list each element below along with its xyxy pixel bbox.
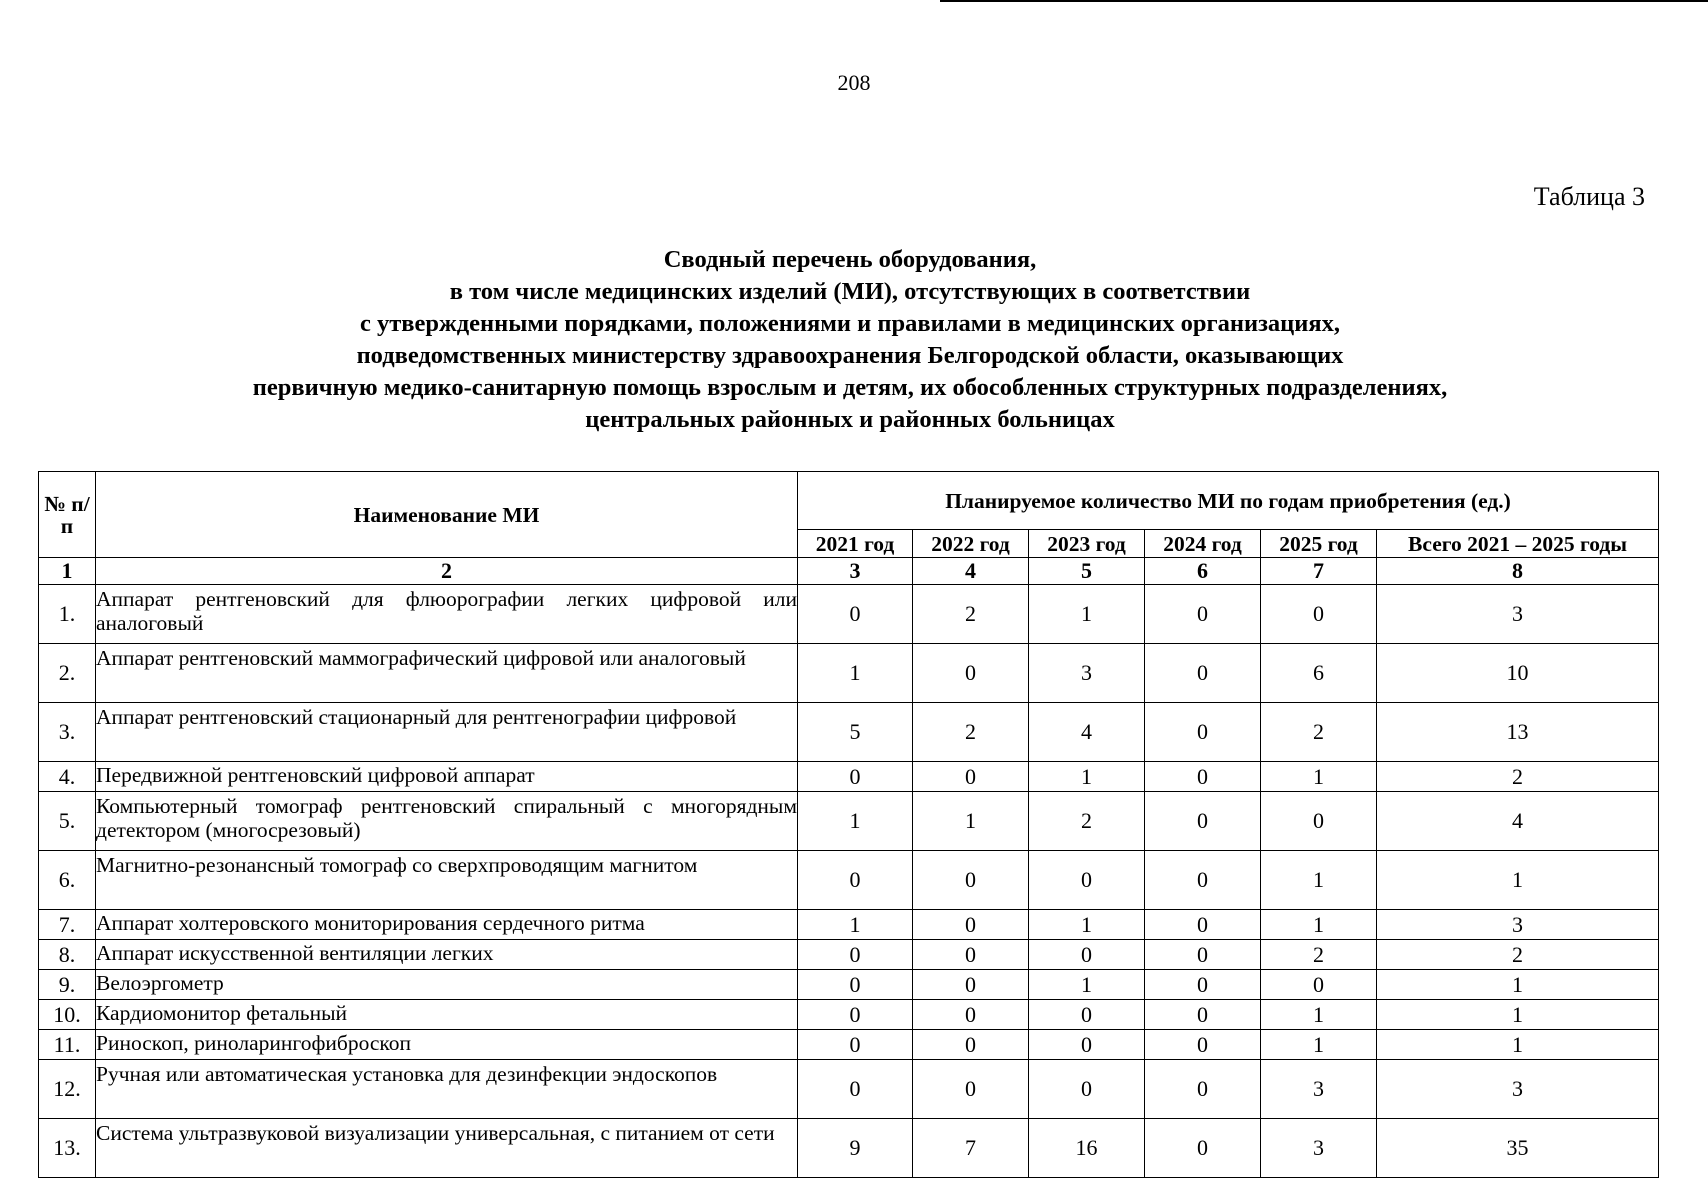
- qty-2022: 0: [913, 940, 1029, 970]
- table-row: [39, 644, 1659, 703]
- table-row: [39, 792, 1659, 851]
- qty-2023: 3: [1029, 644, 1145, 703]
- qty-2023: 0: [1029, 1000, 1145, 1030]
- qty-2025: 0: [1261, 970, 1377, 1000]
- title-line: в том числе медицинских изделий (МИ), отсутствующих в соответствии: [449, 278, 1251, 305]
- device-name: Компьютерный томограф рентгеновский спиральный с многорядным детектором (многосрезовый): [96, 792, 798, 851]
- qty-2025: 1: [1261, 1000, 1377, 1030]
- page-number: 208: [837, 70, 871, 95]
- row-number: 5.: [39, 792, 96, 851]
- qty-total: 3: [1377, 1060, 1659, 1119]
- table-row: [39, 851, 1659, 910]
- column-header-year: 2023 год: [1029, 530, 1145, 558]
- column-header-year: 2025 год: [1261, 530, 1377, 558]
- column-header-year: 2021 год: [798, 530, 913, 558]
- row-number: 9.: [39, 970, 96, 1000]
- device-name: Аппарат искусственной вентиляции легких: [96, 940, 798, 970]
- column-header-total: Всего 2021 – 2025 годы: [1377, 530, 1659, 558]
- column-header-year: 2022 год: [913, 530, 1029, 558]
- qty-total: 3: [1377, 910, 1659, 940]
- qty-2024: 0: [1145, 792, 1261, 851]
- qty-2022: 0: [913, 1060, 1029, 1119]
- qty-2021: 5: [798, 703, 913, 762]
- column-index: 1: [39, 558, 96, 585]
- qty-2024: 0: [1145, 703, 1261, 762]
- qty-2021: 0: [798, 1060, 913, 1119]
- device-name: Ручная или автоматическая установка для дезинфекции эндоскопов: [96, 1060, 798, 1119]
- qty-2024: 0: [1145, 1030, 1261, 1060]
- title-line: с утвержденными порядками, положениями и правилами в медицинских организациях,: [359, 310, 1341, 337]
- column-group-header: Планируемое количество МИ по годам приобретения (ед.): [798, 472, 1659, 530]
- column-index: 6: [1145, 558, 1261, 585]
- qty-2021: 9: [798, 1119, 913, 1178]
- equipment-table: [38, 471, 1659, 1178]
- column-index: 3: [798, 558, 913, 585]
- device-name: Аппарат рентгеновский маммографический цифровой или аналоговый: [96, 644, 798, 703]
- column-index: 7: [1261, 558, 1377, 585]
- device-name: Аппарат рентгеновский стационарный для рентгенографии цифровой: [96, 703, 798, 762]
- qty-total: 1: [1377, 1000, 1659, 1030]
- table-row: [39, 1030, 1659, 1060]
- table-label: Таблица 3: [1533, 182, 1645, 211]
- qty-2022: 0: [913, 910, 1029, 940]
- column-index: 5: [1029, 558, 1145, 585]
- table-row: [39, 910, 1659, 940]
- qty-2024: 0: [1145, 585, 1261, 644]
- title-line: Сводный перечень оборудования,: [663, 246, 1037, 273]
- row-number: 3.: [39, 703, 96, 762]
- row-number: 2.: [39, 644, 96, 703]
- table-row: [39, 762, 1659, 792]
- qty-2025: 3: [1261, 1060, 1377, 1119]
- device-name: Передвижной рентгеновский цифровой аппарат: [96, 762, 798, 792]
- qty-2025: 2: [1261, 940, 1377, 970]
- title-line: первичную медико-санитарную помощь взрослым и детям, их обособленных структурных подразделениях,: [252, 374, 1448, 401]
- qty-2023: 0: [1029, 1060, 1145, 1119]
- table-row: [39, 1060, 1659, 1119]
- qty-2021: 0: [798, 1000, 913, 1030]
- qty-2021: 0: [798, 585, 913, 644]
- qty-total: 1: [1377, 1030, 1659, 1060]
- qty-2022: 0: [913, 644, 1029, 703]
- row-number: 7.: [39, 910, 96, 940]
- qty-2023: 1: [1029, 910, 1145, 940]
- table-row: [39, 970, 1659, 1000]
- device-name: Аппарат холтеровского мониторирования сердечного ритма: [96, 910, 798, 940]
- qty-2024: 0: [1145, 851, 1261, 910]
- qty-total: 1: [1377, 970, 1659, 1000]
- device-name: Кардиомонитор фетальный: [96, 1000, 798, 1030]
- qty-2025: 3: [1261, 1119, 1377, 1178]
- qty-2022: 0: [913, 1000, 1029, 1030]
- column-header-number: № п/п: [39, 472, 96, 558]
- column-index: 8: [1377, 558, 1659, 585]
- qty-2022: 1: [913, 792, 1029, 851]
- qty-2024: 0: [1145, 1000, 1261, 1030]
- column-index: 2: [96, 558, 798, 585]
- qty-2021: 0: [798, 970, 913, 1000]
- qty-2024: 0: [1145, 644, 1261, 703]
- column-index: 4: [913, 558, 1029, 585]
- qty-total: 2: [1377, 762, 1659, 792]
- qty-2021: 0: [798, 940, 913, 970]
- column-header-name: Наименование МИ: [96, 472, 798, 558]
- title-line: центральных районных и районных больницах: [585, 406, 1115, 433]
- qty-2022: 0: [913, 762, 1029, 792]
- qty-2023: 0: [1029, 851, 1145, 910]
- column-header-year: 2024 год: [1145, 530, 1261, 558]
- device-name: Система ультразвуковой визуализации универсальная, с питанием от сети: [96, 1119, 798, 1178]
- qty-2021: 1: [798, 792, 913, 851]
- qty-2024: 0: [1145, 1060, 1261, 1119]
- qty-2024: 0: [1145, 910, 1261, 940]
- qty-2025: 2: [1261, 703, 1377, 762]
- row-number: 8.: [39, 940, 96, 970]
- qty-2025: 6: [1261, 644, 1377, 703]
- scan-top-line: [940, 0, 1708, 2]
- qty-2023: 2: [1029, 792, 1145, 851]
- qty-total: 10: [1377, 644, 1659, 703]
- qty-total: 35: [1377, 1119, 1659, 1178]
- device-name: Аппарат рентгеновский для флюорографии легких цифровой или аналоговый: [96, 585, 798, 644]
- qty-2025: 0: [1261, 585, 1377, 644]
- qty-2023: 1: [1029, 970, 1145, 1000]
- qty-2022: 2: [913, 585, 1029, 644]
- qty-2021: 0: [798, 762, 913, 792]
- qty-2025: 0: [1261, 792, 1377, 851]
- qty-2023: 1: [1029, 585, 1145, 644]
- qty-2025: 1: [1261, 1030, 1377, 1060]
- title-line: подведомственных министерству здравоохранения Белгородской области, оказывающих: [356, 342, 1344, 369]
- row-number: 13.: [39, 1119, 96, 1178]
- qty-2024: 0: [1145, 970, 1261, 1000]
- table-row: [39, 1119, 1659, 1178]
- qty-2024: 0: [1145, 940, 1261, 970]
- qty-2021: 1: [798, 644, 913, 703]
- qty-total: 13: [1377, 703, 1659, 762]
- qty-total: 1: [1377, 851, 1659, 910]
- qty-2023: 0: [1029, 940, 1145, 970]
- document-title: [70, 244, 1630, 436]
- table-row: [39, 940, 1659, 970]
- qty-2022: 7: [913, 1119, 1029, 1178]
- device-name: Риноскоп, риноларингофиброскоп: [96, 1030, 798, 1060]
- table-row: [39, 703, 1659, 762]
- qty-2022: 0: [913, 851, 1029, 910]
- row-number: 12.: [39, 1060, 96, 1119]
- row-number: 4.: [39, 762, 96, 792]
- qty-2024: 0: [1145, 1119, 1261, 1178]
- qty-2021: 1: [798, 910, 913, 940]
- device-name: Магнитно-резонансный томограф со сверхпроводящим магнитом: [96, 851, 798, 910]
- row-number: 11.: [39, 1030, 96, 1060]
- device-name: Велоэргометр: [96, 970, 798, 1000]
- qty-2022: 0: [913, 1030, 1029, 1060]
- qty-2021: 0: [798, 1030, 913, 1060]
- table-row: [39, 1000, 1659, 1030]
- row-number: 1.: [39, 585, 96, 644]
- qty-total: 2: [1377, 940, 1659, 970]
- qty-2025: 1: [1261, 851, 1377, 910]
- table-row: [39, 585, 1659, 644]
- qty-total: 3: [1377, 585, 1659, 644]
- qty-2023: 1: [1029, 762, 1145, 792]
- qty-2023: 4: [1029, 703, 1145, 762]
- qty-2022: 0: [913, 970, 1029, 1000]
- qty-2021: 0: [798, 851, 913, 910]
- qty-2022: 2: [913, 703, 1029, 762]
- qty-2025: 1: [1261, 762, 1377, 792]
- qty-2025: 1: [1261, 910, 1377, 940]
- qty-2023: 16: [1029, 1119, 1145, 1178]
- row-number: 6.: [39, 851, 96, 910]
- row-number: 10.: [39, 1000, 96, 1030]
- qty-total: 4: [1377, 792, 1659, 851]
- qty-2023: 0: [1029, 1030, 1145, 1060]
- qty-2024: 0: [1145, 762, 1261, 792]
